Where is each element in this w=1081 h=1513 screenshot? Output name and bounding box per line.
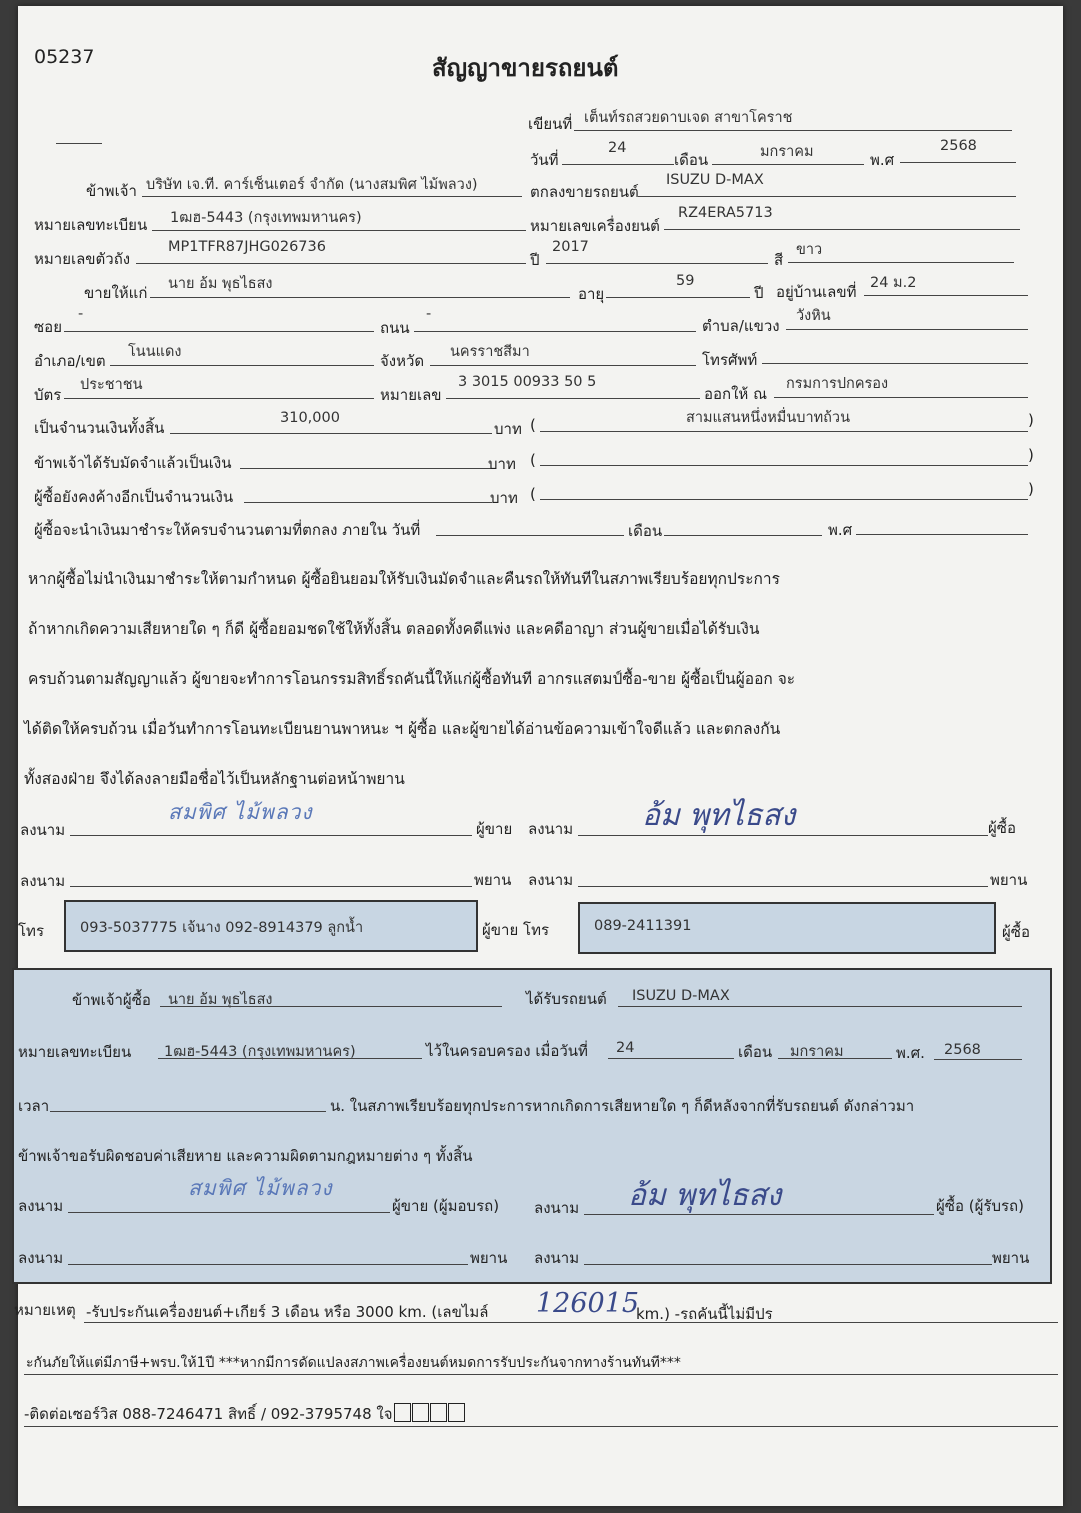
remaining-line — [244, 502, 492, 503]
remarks-line-2: ะกันภัยให้แต่มีภาษี+พรบ.ให้1ปี ***หากมีการดัดแปลงสภาพเครื่องยนต์หมดการรับประกันจากทางร้านทันที*** — [26, 1355, 681, 1371]
receipt-buyer-sign-line — [584, 1214, 934, 1215]
receipt-buyer-line — [160, 1006, 502, 1007]
plate-line — [152, 230, 526, 231]
plate-label: หมายเลขทะเบียน — [34, 216, 148, 234]
receipt-buyer-name: นาย อ้ม พุธไธสง — [168, 992, 273, 1008]
road-label: ถนน — [380, 319, 410, 337]
province-line — [430, 365, 696, 366]
house-value: 24 ม.2 — [870, 275, 917, 291]
receipt-witness2-line — [584, 1264, 992, 1265]
receipt-seller-sign-label: ลงนาม — [18, 1197, 64, 1215]
year-of-car-label: ปี — [530, 251, 540, 269]
seller-signature: สมพิศ ไม้พลวง — [168, 800, 313, 824]
chassis-line — [136, 263, 526, 264]
receipt-month-line — [778, 1058, 892, 1059]
date-year-line — [900, 162, 1016, 163]
engine-line — [664, 229, 1020, 230]
receipt-witness1-role: พยาน — [470, 1249, 508, 1267]
age-line — [606, 297, 750, 298]
date-day-line — [562, 164, 674, 165]
receipt-year-line — [934, 1059, 1022, 1060]
seller-phone-box — [64, 900, 478, 952]
date-month-line — [712, 164, 864, 165]
seller-name: บริษัท เจ.ที. คาร์เซ็นเตอร์ จำกัด (นางสมพิศ ไม้พลวง) — [146, 177, 478, 193]
soi-line — [64, 331, 374, 332]
receipt-year-label: พ.ศ. — [896, 1044, 925, 1062]
year-of-car-line — [546, 263, 768, 264]
month-label: เดือน — [674, 151, 709, 169]
id-value: 3 3015 00933 50 5 — [458, 374, 597, 390]
written-at-line — [574, 130, 1012, 131]
remarks-mileage: 126015 — [536, 1288, 640, 1319]
receipt-year: 2568 — [944, 1042, 981, 1058]
witness2-role: พยาน — [990, 871, 1028, 889]
buyer-phone: 089-2411391 — [594, 918, 692, 934]
total-baht-label: บาท — [494, 420, 522, 438]
contract-paper — [14, 6, 1063, 1506]
seller-sign-line — [70, 835, 472, 836]
remarks-line-1b: km.) -รถคันนี้ไม่มีปร — [636, 1305, 773, 1323]
term-line-2: ถ้าหากเกิดความเสียหายใด ๆ ก็ดี ผู้ซื้อยอมชดใช้ให้ทั้งสิ้น ตลอดทั้งคดีแพ่ง และคดีอาญา ส่วนผู้ขายเมื่อได้รับเงิน — [28, 620, 760, 638]
color-value: ขาว — [796, 242, 823, 258]
house-label: อยู่บ้านเลขที่ — [776, 283, 857, 301]
receipt-time-line — [50, 1111, 326, 1112]
witness1-sign-label: ลงนาม — [20, 872, 66, 890]
buyer-phone-role: ผู้ซื้อ — [1002, 923, 1030, 941]
card-value: ประชาชน — [80, 377, 143, 393]
deposit-line — [240, 468, 492, 469]
phone-label-left: โทร — [18, 922, 45, 940]
buyer-name: นาย อ้ม พุธไธสง — [168, 276, 273, 292]
receipt-section — [12, 968, 1052, 1284]
remaining-words-line — [540, 499, 1028, 500]
receipt-car-model: ISUZU D-MAX — [632, 988, 730, 1004]
card-label: บัตร — [34, 386, 62, 404]
age-unit: ปี — [754, 284, 764, 302]
remarks-line-1-underline — [84, 1322, 1058, 1323]
total-words-line — [540, 431, 1028, 432]
term-line-5: ทั้งสองฝ่าย จึงได้ลงลายมือชื่อไว้เป็นหลักฐานต่อหน้าพยาน — [24, 770, 405, 788]
deposit-label: ข้าพเจ้าได้รับมัดจำแล้วเป็นเงิน — [34, 454, 232, 472]
receipt-buyer-signature: อ้ม พุทไธสง — [628, 1178, 782, 1213]
witness1-sign-line — [70, 886, 472, 887]
remarks-line-1a: -รับประกันเครื่องยนต์+เกียร์ 3 เดือน หรือ 3000 km. (เลขไมล์ — [86, 1303, 489, 1321]
date-day: 24 — [608, 140, 627, 156]
buyer-signature: อ้ม พุทไธสง — [642, 798, 796, 833]
page-title: สัญญาขายรถยนต์ — [432, 54, 619, 82]
receipt-month-label: เดือน — [738, 1043, 773, 1061]
engine-label: หมายเลขเครื่องยนต์ — [530, 217, 660, 235]
sell-to-label: ขายให้แก่ — [84, 284, 148, 302]
buyer-role: ผู้ซื้อ — [988, 819, 1016, 837]
remaining-paren-open: ( — [530, 485, 536, 503]
road-line — [414, 331, 696, 332]
total-paren-open: ( — [530, 416, 536, 434]
buyer-name-line — [150, 297, 570, 298]
road-value: - — [426, 306, 432, 322]
house-line — [864, 295, 1028, 296]
receipt-witness2-sign-label: ลงนาม — [534, 1249, 580, 1267]
plate-value: 1ฒฮ-5443 (กรุงเทพมหานคร) — [170, 210, 362, 226]
total-line — [170, 433, 492, 434]
agree-sell-label: ตกลงขายรถยนต์ — [530, 183, 639, 201]
date-month: มกราคม — [760, 144, 814, 160]
receipt-plate-line — [158, 1058, 422, 1059]
subdistrict-label: ตำบล/แขวง — [702, 317, 780, 335]
engine-value: RZ4ERA5713 — [678, 205, 773, 221]
seller-name-line — [142, 196, 522, 197]
seller-role: ผู้ขาย — [476, 820, 513, 838]
year-label: พ.ศ — [870, 151, 895, 169]
subdistrict-value: วังหิน — [796, 308, 831, 324]
phone-line — [762, 363, 1028, 364]
written-at-value: เต็นท์รถสวยดาบเจด สาขาโคราช — [584, 110, 793, 126]
chassis-label: หมายเลขตัวถัง — [34, 250, 131, 268]
soi-value: - — [78, 306, 84, 322]
receipt-car-line — [618, 1006, 1022, 1007]
receipt-buyer-sign-label: ลงนาม — [534, 1199, 580, 1217]
remaining-label: ผู้ซื้อยังคงค้างอีกเป็นจำนวนเงิน — [34, 488, 234, 506]
receipt-witness2-role: พยาน — [992, 1249, 1030, 1267]
province-label: จังหวัด — [380, 352, 425, 370]
receipt-day: 24 — [616, 1040, 635, 1056]
chassis-value: MP1TFR87JHG026736 — [168, 239, 326, 255]
due-month-line — [664, 535, 822, 536]
district-label: อำเภอ/เขต — [34, 352, 106, 370]
year-of-car: 2017 — [552, 239, 589, 255]
witness1-role: พยาน — [474, 871, 512, 889]
province-value: นครราชสีมา — [450, 344, 530, 360]
seller-sign-label: ลงนาม — [20, 821, 66, 839]
receipt-day-line — [608, 1058, 734, 1059]
car-model: ISUZU D-MAX — [666, 172, 764, 188]
receipt-witness1-line — [68, 1264, 468, 1265]
receipt-buyer-label: ข้าพเจ้าผู้ซื้อ — [72, 991, 151, 1009]
glyph-box — [430, 1403, 447, 1422]
subdistrict-line — [786, 329, 1028, 330]
buyer-sign-line — [578, 835, 988, 836]
district-line — [110, 365, 374, 366]
phone-label: โทรศัพท์ — [702, 351, 758, 369]
dash-mark — [56, 143, 102, 144]
car-model-line — [638, 196, 1016, 197]
card-line — [64, 398, 374, 399]
receipt-seller-sign-line — [68, 1212, 390, 1213]
deposit-paren-open: ( — [530, 451, 536, 469]
receipt-seller-signature: สมพิศ ไม้พลวง — [188, 1176, 333, 1200]
receipt-liability: ข้าพเจ้าขอรับผิดชอบค่าเสียหาย และความผิดตามกฎหมายต่าง ๆ ทั้งสิ้น — [18, 1147, 473, 1165]
receipt-time-suffix: น. ในสภาพเรียบร้อยทุกประการหากเกิดการเสียหายใด ๆ ก็ดีหลังจากที่รับรถยนต์ ดังกล่าวมา — [330, 1097, 915, 1115]
receipt-time-label: เวลา — [18, 1097, 50, 1115]
color-line — [788, 262, 1014, 263]
written-at-label: เขียนที่ — [528, 115, 573, 133]
deposit-baht-label: บาท — [488, 455, 516, 473]
receipt-month: มกราคม — [790, 1044, 844, 1060]
term-line-1: หากผู้ซื้อไม่นำเงินมาชำระให้ตามกำหนด ผู้ซื้อยินยอมให้รับเงินมัดจำและคืนรถให้ทันทีในสภาพเรียบร้อยทุกประการ — [28, 570, 780, 588]
remaining-baht-label: บาท — [490, 489, 518, 507]
witness2-sign-label: ลงนาม — [528, 871, 574, 889]
total-paren-close: ) — [1028, 411, 1034, 429]
issued-value: กรมการปกครอง — [786, 376, 889, 392]
date-label: วันที่ — [530, 151, 559, 169]
due-year-label: พ.ศ — [828, 521, 853, 539]
buyer-sign-label: ลงนาม — [528, 820, 574, 838]
color-label: สี — [774, 251, 784, 269]
remarks-line-3-underline — [24, 1426, 1058, 1427]
id-label: หมายเลข — [380, 386, 442, 404]
id-line — [446, 398, 700, 399]
buyer-phone-box — [578, 902, 996, 954]
glyph-box — [394, 1403, 411, 1422]
soi-label: ซอย — [34, 318, 62, 336]
issued-label: ออกให้ ณ — [704, 385, 767, 403]
due-year-line — [856, 534, 1028, 535]
remarks-line-3-text: -ติดต่อเซอร์วิส 088-7246471 สิทธิ์ / 092-3795748 ใจ — [24, 1405, 393, 1423]
remaining-paren-close: ) — [1028, 480, 1034, 498]
glyph-box — [448, 1403, 465, 1422]
term-line-4: ได้ติดให้ครบถ้วน เมื่อวันทำการโอนทะเบียนยานพาหนะ ฯ ผู้ซื้อ และผู้ขายได้อ่านข้อความเข้าใจดีแล้ว และตกลงกัน — [24, 720, 781, 738]
deposit-words-line — [540, 465, 1028, 466]
seller-phone: 093-5037775 เจ้นาง 092-8914379 ลูกน้ำ — [80, 920, 364, 936]
receipt-plate-label: หมายเลขทะเบียน — [18, 1043, 132, 1061]
due-month-label: เดือน — [628, 522, 663, 540]
deposit-paren-close: ) — [1028, 446, 1034, 464]
issued-line — [774, 397, 1028, 398]
doc-number: 05237 — [34, 46, 95, 68]
total-words: สามแสนหนึ่งหมื่นบาทถ้วน — [686, 410, 850, 426]
witness2-sign-line — [578, 886, 988, 887]
due-label: ผู้ซื้อจะนำเงินมาชำระให้ครบจำนวนตามที่ตกลง ภายใน วันที่ — [34, 521, 421, 539]
receipt-seller-role: ผู้ขาย (ผู้มอบรถ) — [392, 1197, 500, 1215]
age-label: อายุ — [578, 285, 605, 303]
receipt-plate: 1ฒฮ-5443 (กรุงเทพมหานคร) — [164, 1044, 356, 1060]
seller-phone-role: ผู้ขาย โทร — [482, 921, 550, 939]
remarks-line-3 — [24, 1402, 465, 1426]
seller-label: ข้าพเจ้า — [86, 182, 137, 200]
receipt-received-label: ได้รับรถยนต์ — [526, 990, 607, 1008]
glyph-box — [412, 1403, 429, 1422]
receipt-possess-label: ไว้ในครอบครอง เมื่อวันที่ — [426, 1042, 588, 1060]
receipt-witness1-sign-label: ลงนาม — [18, 1249, 64, 1267]
age-value: 59 — [676, 273, 695, 289]
remarks-label: หมายเหตุ — [14, 1301, 76, 1319]
district-value: โนนแดง — [128, 344, 182, 360]
total-label: เป็นจำนวนเงินทั้งสิ้น — [34, 419, 165, 437]
date-year: 2568 — [940, 138, 977, 154]
remarks-line-2-underline — [24, 1374, 1058, 1375]
due-day-line — [436, 535, 624, 536]
total-value: 310,000 — [280, 410, 340, 426]
term-line-3: ครบถ้วนตามสัญญาแล้ว ผู้ขายจะทำการโอนกรรมสิทธิ์รถคันนี้ให้แก่ผู้ซื้อทันที อากรแสตมป์ซื้อ-ขาย ผู้ซื้อเป็นผู้ออก จะ — [28, 670, 796, 688]
receipt-buyer-role: ผู้ซื้อ (ผู้รับรถ) — [936, 1197, 1024, 1215]
